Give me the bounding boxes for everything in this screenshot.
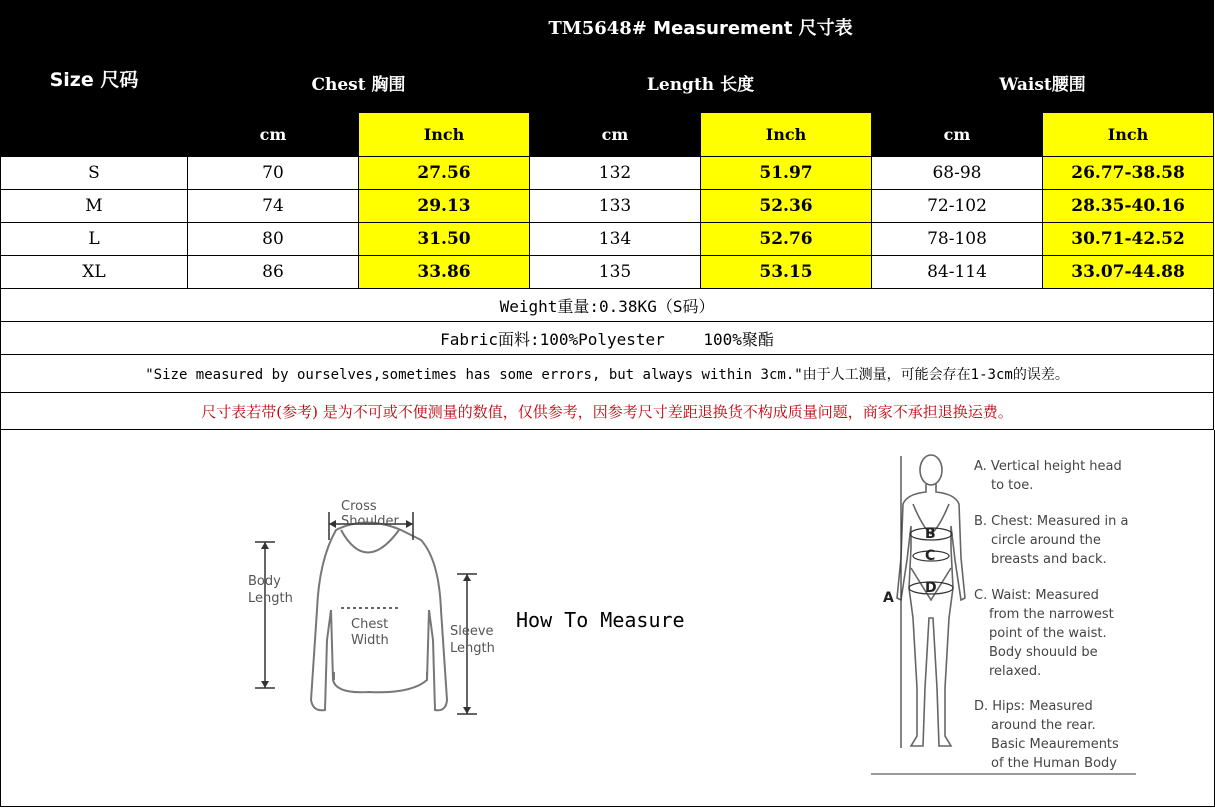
- sweater-measure-diagram: [241, 490, 511, 730]
- chest-cm-cell: 86: [188, 256, 359, 289]
- desc-c-line-2: from the narrowest: [989, 607, 1114, 622]
- length-inch-cell: 53.15: [701, 256, 872, 289]
- body-outline: [897, 484, 965, 746]
- size-cell: M: [1, 190, 188, 223]
- how-to-measure-section: [0, 430, 1215, 807]
- waist-cm-cell: 78-108: [872, 223, 1043, 256]
- desc-c-line-1: C. Waist: Measured: [974, 588, 1099, 603]
- desc-a-line-2: to toe.: [991, 478, 1034, 493]
- length-cm-cell: 134: [530, 223, 701, 256]
- chest-inch-cell: 29.13: [359, 190, 530, 223]
- desc-b-line-3: breasts and back.: [991, 552, 1107, 567]
- size-cell: L: [1, 223, 188, 256]
- body-length-label-2: Length: [248, 591, 293, 606]
- letter-b: B: [925, 526, 936, 542]
- table-row: [1, 190, 1214, 223]
- chest-inch-cell: 33.86: [359, 256, 530, 289]
- length-inch-cell: 51.97: [701, 157, 872, 190]
- length-cm-cell: 133: [530, 190, 701, 223]
- letter-c: C: [925, 548, 936, 564]
- waist-inch-cell: 26.77-38.58: [1043, 157, 1214, 190]
- chest-group-header: Chest 胸围: [188, 53, 530, 113]
- chest-width-label-2: Width: [351, 633, 389, 648]
- size-column-header: Size 尺码: [1, 1, 188, 157]
- table-row: [1, 256, 1214, 289]
- how-to-measure-title: How To Measure: [516, 608, 685, 632]
- waist-cm-cell: 68-98: [872, 157, 1043, 190]
- desc-c-line-4: Body shouuld be: [989, 645, 1098, 660]
- desc-c-line-3: point of the waist.: [989, 626, 1107, 641]
- waist-group-header: Waist腰围: [872, 53, 1214, 113]
- chest-cm-cell: 70: [188, 157, 359, 190]
- unit-header-inch: Inch: [359, 113, 530, 157]
- length-inch-cell: 52.36: [701, 190, 872, 223]
- table-row: [1, 223, 1214, 256]
- desc-c-line-5: relaxed.: [989, 664, 1042, 679]
- body-measure-diagram: [871, 448, 1141, 778]
- length-cm-cell: 135: [530, 256, 701, 289]
- waist-inch-cell: 30.71-42.52: [1043, 223, 1214, 256]
- disclaimer-note: 尺寸表若带(参考) 是为不可或不便测量的数值，仅供参考，因参考尺寸差距退换货不构成质量问题，商家不承担退换运费。: [1, 393, 1214, 430]
- desc-d-line-1: D. Hips: Measured: [974, 699, 1093, 714]
- waist-inch-cell: 33.07-44.88: [1043, 256, 1214, 289]
- desc-a-line-1: A. Vertical height head: [974, 459, 1122, 474]
- desc-b-line-1: B. Chest: Measured in a: [974, 514, 1129, 529]
- table-title: [188, 1, 1214, 53]
- length-inch-cell: 52.76: [701, 223, 872, 256]
- body-length-label: Body: [248, 574, 281, 589]
- head: [920, 455, 942, 485]
- unit-header-cm: cm: [188, 113, 359, 157]
- unit-header-cm: cm: [530, 113, 701, 157]
- chest-inch-cell: 27.56: [359, 157, 530, 190]
- chest-cm-cell: 80: [188, 223, 359, 256]
- waist-inch-cell: 28.35-40.16: [1043, 190, 1214, 223]
- table-row: [1, 157, 1214, 190]
- chest-cm-cell: 74: [188, 190, 359, 223]
- fabric-note: Fabric面料:100%Polyester 100%聚酯: [1, 322, 1214, 355]
- length-cm-cell: 132: [530, 157, 701, 190]
- table-title-code: TM5648#: [548, 17, 647, 39]
- waist-cm-cell: 84-114: [872, 256, 1043, 289]
- size-cell: XL: [1, 256, 188, 289]
- chest-inch-cell: 31.50: [359, 223, 530, 256]
- sleeve-length-label: Sleeve: [450, 624, 494, 639]
- letter-d: D: [925, 580, 937, 596]
- size-cell: S: [1, 157, 188, 190]
- cross-shoulder-label: Cross: [341, 499, 377, 514]
- sweater-neckline: [341, 530, 399, 553]
- desc-d-line-2: around the rear.: [991, 718, 1096, 733]
- measurement-error-note: "Size measured by ourselves,sometimes has some errors, but always within 3cm."由于人工测量，可能会存在1-3cm的误差。: [1, 355, 1214, 393]
- unit-header-inch: Inch: [701, 113, 872, 157]
- table-title-text: Measurement 尺寸表: [653, 17, 853, 39]
- length-group-header: Length 长度: [530, 53, 872, 113]
- chest-width-label: Chest: [351, 617, 389, 632]
- waist-cm-cell: 72-102: [872, 190, 1043, 223]
- desc-b-line-2: circle around the: [991, 533, 1101, 548]
- letter-a: A: [883, 590, 894, 606]
- unit-header-inch: Inch: [1043, 113, 1214, 157]
- unit-header-cm: cm: [872, 113, 1043, 157]
- sleeve-length-label-2: Length: [450, 641, 495, 656]
- cross-shoulder-label-2: Shoulder: [341, 514, 399, 529]
- weight-note: Weight重量:0.38KG（S码）: [1, 289, 1214, 322]
- desc-d-line-4: of the Human Body: [991, 756, 1117, 771]
- desc-d-line-3: Basic Meaurements: [991, 737, 1119, 752]
